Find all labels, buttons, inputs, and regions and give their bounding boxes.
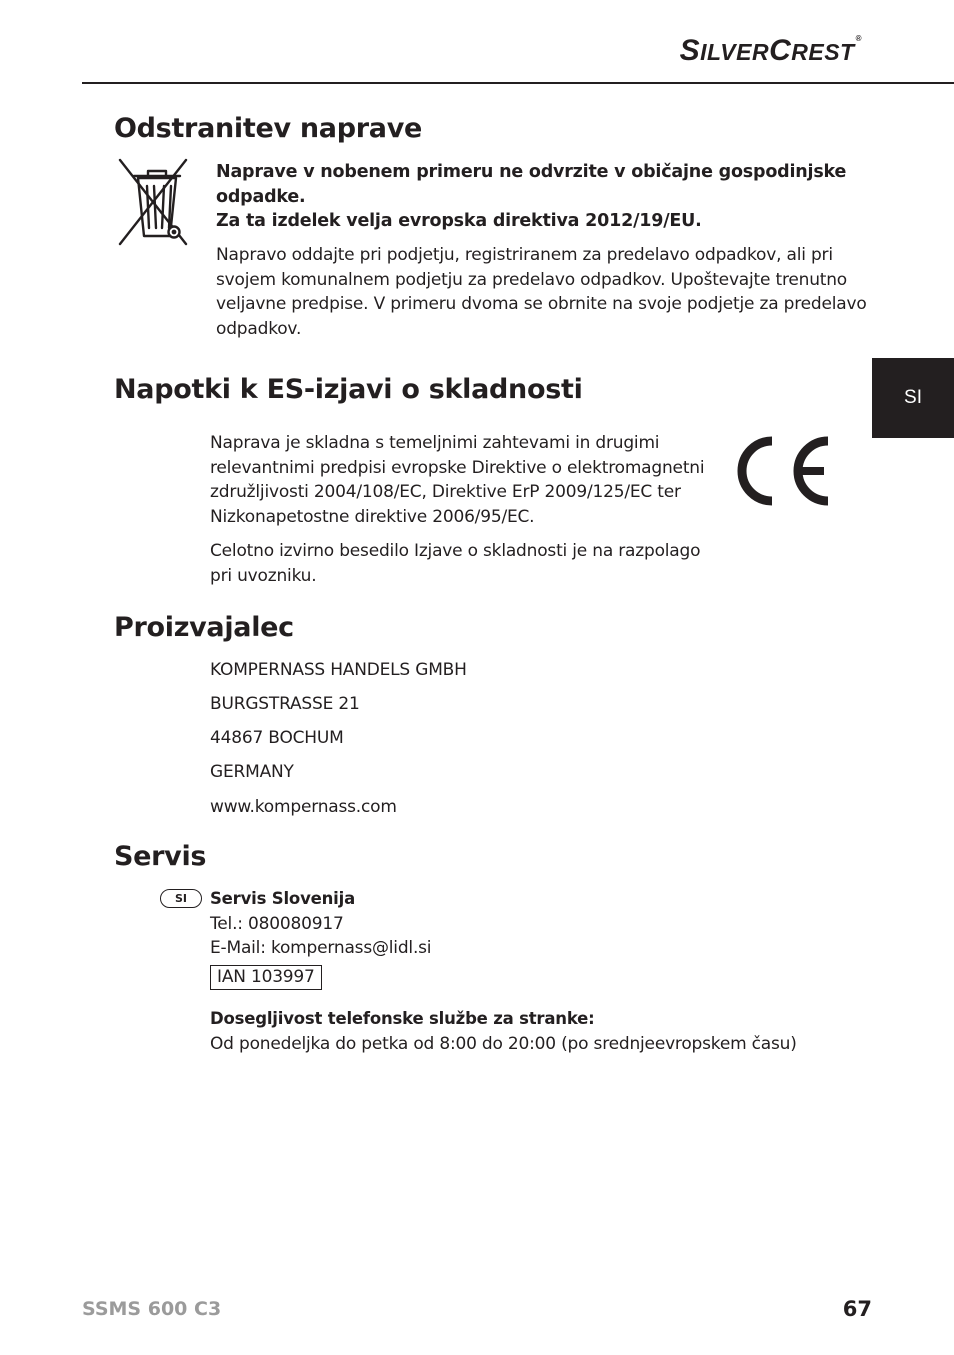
country-badge: SI — [160, 889, 202, 908]
disposal-body-line: Napravo oddajte pri podjetju, registriranem za predelavo odpadkov, ali pri — [216, 245, 833, 265]
disposal-heading: Odstranitev naprave — [114, 113, 423, 144]
disposal-body-line: odpadkov. — [216, 318, 302, 339]
disposal-warning-line: odpadke. — [216, 186, 306, 207]
header-rule — [82, 82, 954, 84]
manufacturer-heading: Proizvajalec — [114, 612, 294, 643]
crossed-out-wheelie-bin-icon — [114, 156, 192, 248]
service-email: E-Mail: kompernass@lidl.si — [210, 938, 432, 958]
conformity-line: Naprava je skladna s temeljnimi zahtevami in drugimi — [210, 433, 660, 453]
disposal-warning — [216, 160, 846, 234]
service-name: Servis Slovenija — [210, 889, 356, 908]
page-number: 67 — [842, 1297, 872, 1321]
service-hours-text: Od ponedeljka do petka od 8:00 do 20:00 (po srednjeevropskem času) — [210, 1033, 797, 1054]
service-heading: Servis — [114, 841, 207, 872]
ian-container — [210, 965, 322, 990]
language-tab-label: SI — [904, 387, 922, 408]
conformity-note — [210, 539, 700, 588]
disposal-body — [216, 243, 867, 341]
manufacturer-city: 44867 BOCHUM — [210, 728, 344, 748]
conformity-paragraph — [210, 431, 704, 529]
manufacturer-country: GERMANY — [210, 762, 294, 782]
service-hours — [210, 1007, 797, 1056]
manufacturer-website: www.kompernass.com — [210, 797, 397, 817]
conformity-line: Nizkonapetostne direktive 2006/95/EC. — [210, 506, 535, 527]
service-hours-label: Dosegljivost telefonske službe za stranke: — [210, 1009, 595, 1028]
service-phone: Tel.: 080080917 — [210, 913, 344, 934]
ian-number: IAN 103997 — [210, 965, 322, 990]
disposal-body-line: svojem komunalnem podjetju za predelavo odpadkov. Upoštevajte trenutno — [216, 269, 848, 290]
disposal-warning-line: Naprave v nobenem primeru ne odvrzite v običajne gospodinjske — [216, 162, 847, 182]
conformity-line: združljivosti 2004/108/EC, Direktive ErP 2009/125/EC ter — [210, 482, 681, 502]
silvercrest-logo: SILVERCREST® — [679, 34, 862, 67]
service-contact — [210, 887, 431, 961]
manufacturer-company: KOMPERNASS HANDELS GMBH — [210, 660, 467, 680]
ce-mark-icon — [734, 436, 834, 506]
disposal-directive-line: Za ta izdelek velja evropska direktiva 2012/19/EU. — [216, 211, 702, 231]
manufacturer-street: BURGSTRASSE 21 — [210, 694, 360, 714]
conformity-note-line: Celotno izvirno besedilo Izjave o skladnosti je na razpolago — [210, 541, 701, 561]
conformity-heading: Napotki k ES-izjavi o skladnosti — [114, 374, 583, 405]
language-tab — [872, 358, 954, 438]
disposal-body-line: veljavne predpise. V primeru dvoma se obrnite na svoje podjetje za predelavo — [216, 294, 867, 314]
conformity-note-line: pri uvozniku. — [210, 565, 317, 586]
conformity-line: relevantnimi predpisi evropske Direktive o elektromagnetni — [210, 457, 705, 478]
footer-model: SSMS 600 C3 — [82, 1298, 222, 1320]
